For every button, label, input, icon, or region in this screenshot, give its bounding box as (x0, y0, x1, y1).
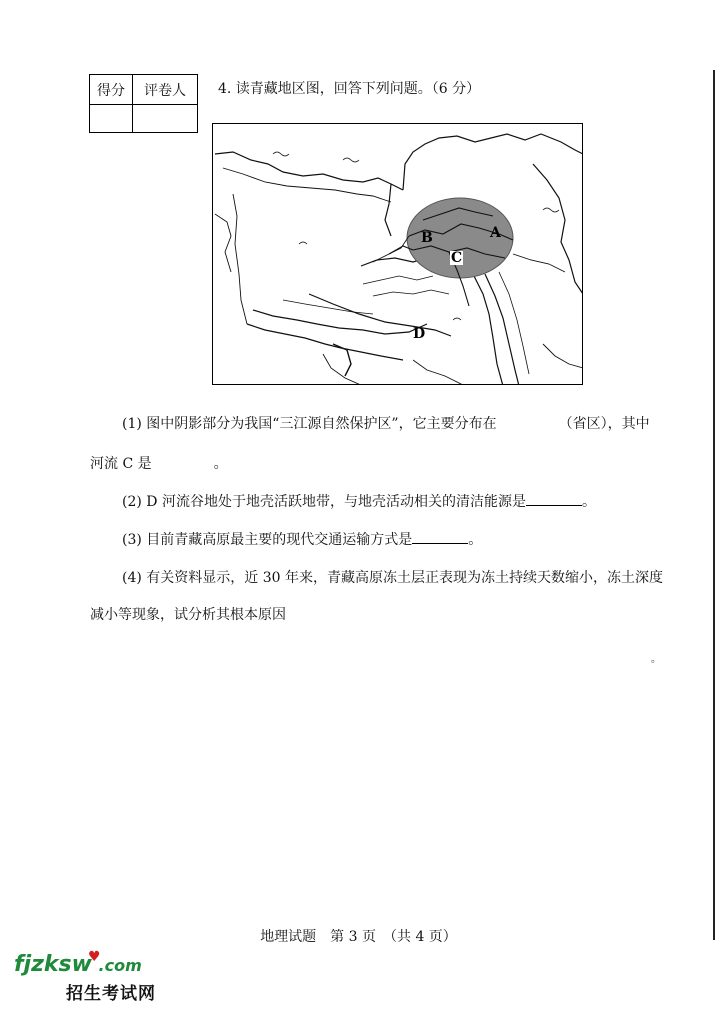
q2-end: 。 (581, 494, 596, 510)
q1-text-d: 。 (213, 456, 228, 472)
q1-line2 (90, 454, 228, 474)
page-edge (713, 70, 715, 940)
q4-line2: 减小等现象，试分析其根本原因 (90, 607, 286, 623)
q2-answer-blank[interactable] (526, 491, 582, 506)
q1-text-c: 河流 C 是 (90, 456, 152, 472)
q3-end: 。 (468, 532, 483, 548)
logo-subtitle: 招生考试网 (66, 984, 156, 1004)
map-label-c: C (451, 250, 463, 266)
q2-line (122, 491, 596, 512)
heart-icon: ♥ (87, 949, 101, 965)
score-header: 得分 (90, 75, 133, 105)
grader-header: 评卷人 (133, 75, 198, 105)
page-footer: 地理试题 第 3 页 （共 4 页） (260, 929, 457, 945)
map-label-b: B (421, 230, 433, 246)
q1-text-a: (1) 图中阴影部分为我国“三江源自然保护区”，它主要分布在 (122, 416, 497, 432)
logo-brand: fjzksw (14, 952, 92, 977)
site-logo (14, 949, 142, 977)
q1-text-b: （省区），其中 (558, 416, 650, 432)
question-title: 4. 读青藏地区图，回答下列问题。（6 分） (218, 81, 481, 97)
map-label-a: A (490, 225, 501, 241)
score-table (89, 74, 198, 133)
map-drawing (213, 124, 583, 385)
q3-text: (3) 目前青藏高原最主要的现代交通运输方式是 (122, 532, 413, 548)
q2-text: (2) D 河流谷地处于地壳活跃地带，与地壳活动相关的清洁能源是 (122, 494, 526, 510)
q3-answer-blank[interactable] (412, 529, 468, 544)
grader-cell[interactable] (133, 105, 198, 133)
logo-domain: .com (98, 956, 142, 975)
q1-line1 (122, 414, 650, 434)
map-label-d: D (413, 326, 426, 342)
score-cell[interactable] (90, 105, 133, 133)
q4-end-mark: 。 (651, 654, 661, 665)
q4-line1: (4) 有关资料显示，近 30 年来，青藏高原冻土层正表现为冻土持续天数缩小，冻土深度 (122, 570, 663, 586)
q3-line (122, 529, 482, 550)
tibet-map (212, 123, 583, 385)
